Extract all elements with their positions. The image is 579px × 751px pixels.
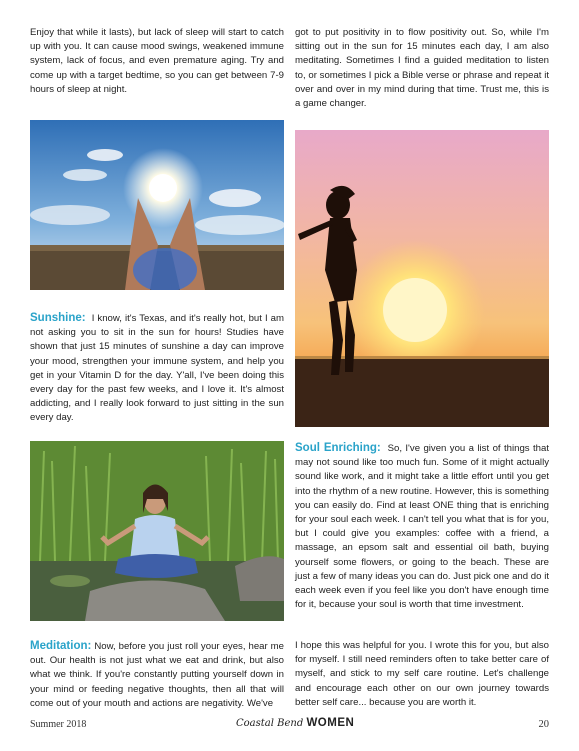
soul-enriching-section bbox=[295, 441, 549, 612]
meditation-section bbox=[30, 639, 284, 711]
sunshine-text: I know, it's Texas, and it's really hot, but I am not asking you to sit in the sun for hours! Studies have shown that just 15 minutes of sunshine a day can improve your mood, strengthen your immune system, and help you get in your Vitamin D for the day. Y'all, I've been doing this every day for the past few weeks, and I love it. It's almost addicting, and I really look forward to just sitting in the sun every day. bbox=[30, 313, 284, 424]
sunset-silhouette-photo bbox=[295, 130, 549, 427]
paragraph-meditation-continuation: got to put positivity in to flow positivity out. So, while I'm sitting out in the sun for 15 minutes each day, I am also meditating. Sometimes I find a guided meditation to listen to, or sometimes I pick a Bible verse or phrase and repeat it over and over in my mind during that time. Trust me, this is a game changer. bbox=[295, 27, 549, 110]
sunshine-heading: Sunshine: bbox=[30, 312, 86, 324]
sunshine-section bbox=[30, 311, 284, 426]
page-number: 20 bbox=[538, 719, 549, 730]
closing-text: I hope this was helpful for you. I wrote this for you, but also for myself. I still need reminders often to take better care of myself, and stick to my self care routine. Let's challenge and encourage each other on our own journey towards better self care... because you are worth it. bbox=[295, 640, 549, 708]
soul-enriching-text: So, I've given you a list of things that may not sound like too much fun. Some of it might actually sound like work, and it might take a little effort until you get into the rhythm of a new routine. However, this is something you can easily do. Find at least ONE thing that is enriching for your soul each week. I can't tell you what that is for you, but I could give you examples: coffee with a friend, a massage, an epsom salt and essential oil bath, buying yourself some flowers, or going to the beach. These are just a few of many ideas you can do. Just pick one and do it each week even if you feel like you don't have enough time for it, because your soul is worth that time investment. bbox=[295, 443, 549, 611]
closing-section bbox=[295, 639, 549, 710]
issue-label: Summer 2018 bbox=[30, 719, 87, 730]
soul-enriching-heading: Soul Enriching: bbox=[295, 442, 381, 454]
brand-script: Coastal Bend bbox=[236, 718, 304, 729]
left-top-paragraph bbox=[30, 26, 284, 97]
magazine-brand bbox=[236, 717, 354, 729]
brand-bold: WOMEN bbox=[306, 717, 355, 729]
meditation-photo bbox=[30, 441, 284, 621]
meditation-text: Now, before you just roll your eyes, hear me out. Our health is not just what we eat and drink, but also what we think. If you're constantly putting yourself down in your mind or feeding negative thoughts, then all that will come out of your mouth and actions are negativity. We've bbox=[30, 641, 284, 709]
right-top-paragraph bbox=[295, 26, 549, 111]
paragraph-sleep-continuation: Enjoy that while it lasts), but lack of sleep will start to catch up with you. It can cause mood swings, weakened immune system, lack of focus, and even premature aging. Try and come up with a target bedtime, so you can get between 7-9 hours of sleep at night. bbox=[30, 27, 284, 95]
meditation-heading: Meditation: bbox=[30, 640, 92, 652]
sun-hands-photo bbox=[30, 120, 284, 290]
